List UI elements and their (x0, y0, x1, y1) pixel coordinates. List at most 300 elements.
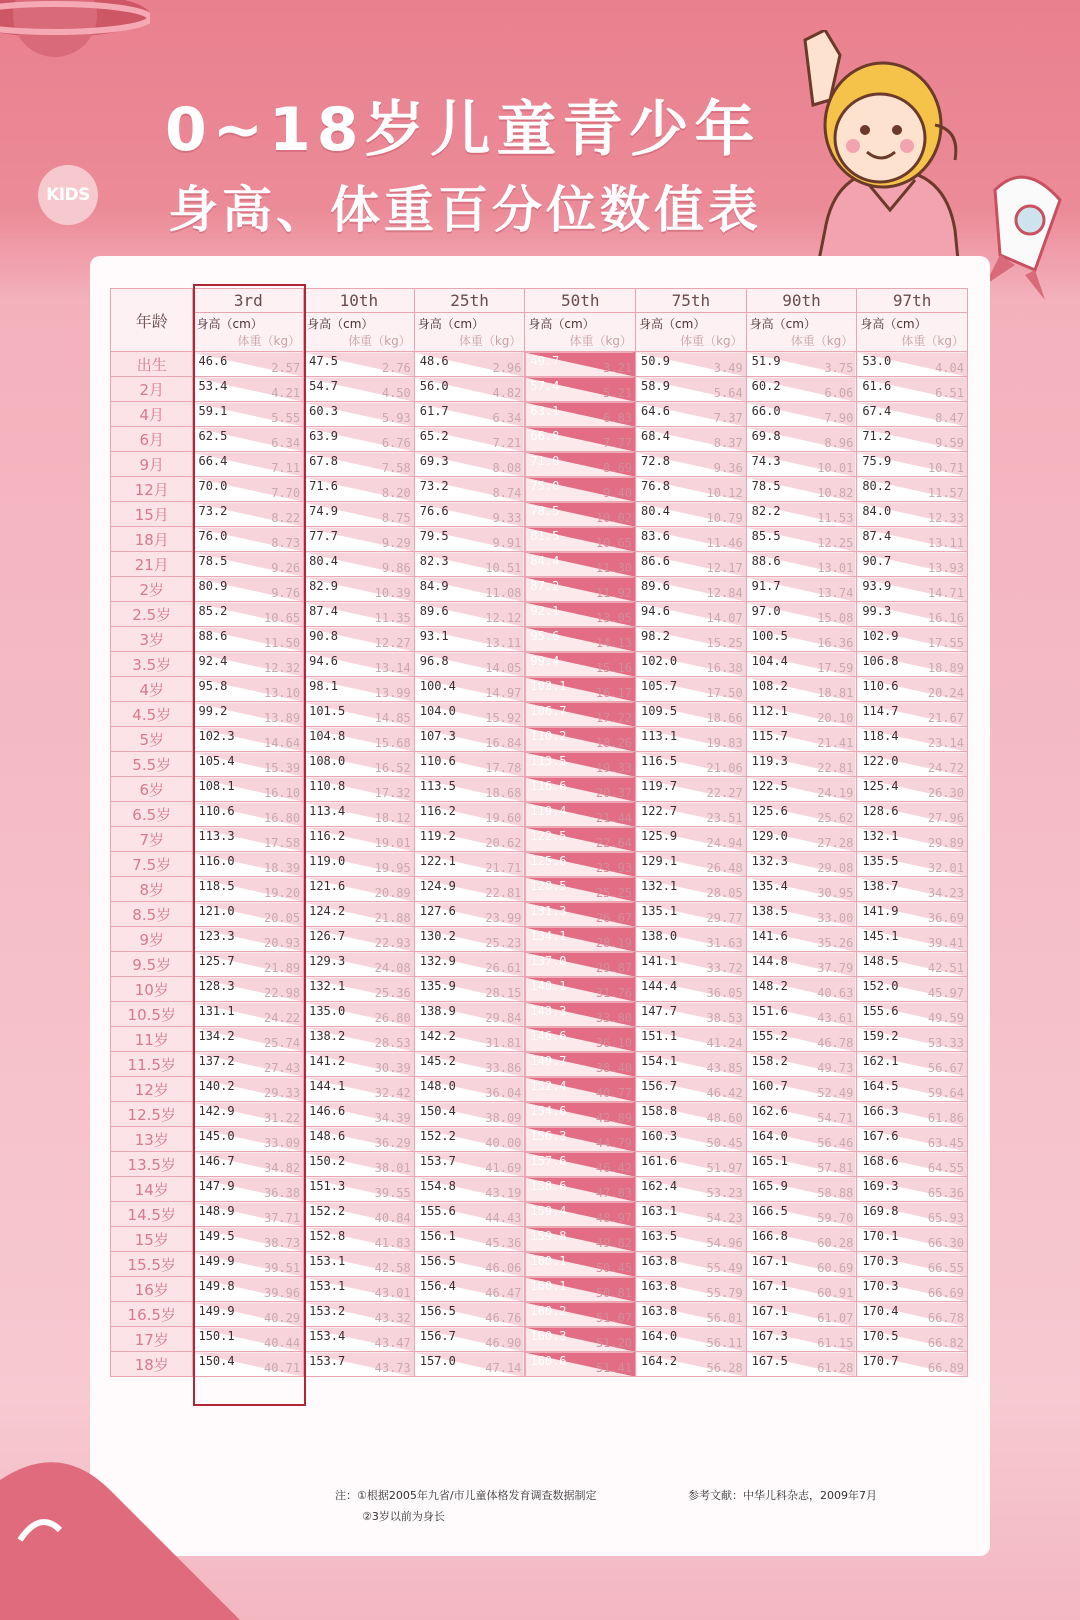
value-cell (414, 777, 525, 802)
weight-value: 13.05 (595, 611, 633, 625)
age-cell: 12岁 (111, 1077, 193, 1102)
height-value: 141.2 (309, 1054, 346, 1068)
value-cell (525, 1002, 636, 1027)
height-value: 97.0 (751, 604, 781, 618)
value-cell (746, 777, 857, 802)
value-cell (414, 1202, 525, 1227)
weight-value: 10.79 (706, 511, 743, 525)
percentile-header: 25th (414, 289, 525, 313)
height-value: 150.4 (198, 1354, 235, 1368)
weight-value: 9.36 (713, 461, 743, 475)
value-cell (414, 702, 525, 727)
weight-value: 28.53 (374, 1036, 411, 1050)
height-value: 88.6 (751, 554, 781, 568)
value-cell (636, 577, 747, 602)
age-cell: 18岁 (111, 1352, 193, 1377)
height-value: 119.0 (309, 854, 346, 868)
height-value: 156.4 (419, 1279, 456, 1293)
value-cell (414, 652, 525, 677)
weight-value: 66.82 (927, 1336, 964, 1350)
height-value: 118.4 (862, 729, 899, 743)
weight-value: 49.82 (595, 1236, 633, 1250)
weight-value: 8.37 (713, 436, 743, 450)
value-cell (857, 702, 968, 727)
value-cell (636, 352, 747, 377)
height-value: 170.3 (862, 1254, 899, 1268)
value-cell (304, 527, 415, 552)
weight-value: 41.24 (706, 1036, 743, 1050)
height-value: 145.1 (862, 929, 899, 943)
weight-value: 24.19 (817, 786, 854, 800)
age-cell: 9岁 (111, 927, 193, 952)
age-cell: 2月 (111, 377, 193, 402)
value-cell (525, 377, 636, 402)
weight-value: 11.08 (485, 586, 522, 600)
weight-unit-label: 体重（kg） (348, 334, 411, 348)
weight-value: 9.33 (492, 511, 522, 525)
weight-value: 13.10 (263, 686, 301, 700)
weight-value: 54.71 (817, 1111, 854, 1125)
height-value: 75.9 (862, 454, 892, 468)
weight-value: 14.71 (927, 586, 964, 600)
height-value: 122.1 (419, 854, 456, 868)
weight-value: 59.70 (817, 1211, 854, 1225)
value-cell (304, 427, 415, 452)
weight-value: 36.04 (485, 1086, 522, 1100)
height-value: 99.2 (198, 704, 228, 718)
height-value: 125.6 (530, 854, 567, 868)
value-cell (525, 602, 636, 627)
value-cell (857, 802, 968, 827)
weight-value: 22.64 (595, 836, 633, 850)
height-value: 160.1 (530, 1254, 567, 1268)
weight-value: 63.45 (927, 1136, 964, 1150)
weight-value: 17.55 (927, 636, 964, 650)
height-value: 75.0 (530, 479, 560, 493)
height-value: 105.4 (198, 754, 235, 768)
height-value: 119.7 (641, 779, 678, 793)
weight-value: 60.69 (817, 1261, 854, 1275)
height-value: 77.7 (309, 529, 339, 543)
weight-value: 13.01 (817, 561, 854, 575)
weight-value: 15.39 (263, 761, 301, 775)
weight-value: 21.41 (817, 736, 854, 750)
weight-value: 13.11 (927, 536, 964, 550)
height-value: 160.2 (530, 1304, 567, 1318)
height-value: 98.1 (309, 679, 339, 693)
height-value: 153.1 (309, 1254, 346, 1268)
height-value: 76.0 (198, 529, 228, 543)
value-cell (304, 1152, 415, 1177)
value-cell (746, 827, 857, 852)
value-cell (857, 977, 968, 1002)
weight-value: 12.17 (706, 561, 743, 575)
weight-value: 15.68 (374, 736, 411, 750)
weight-value: 54.23 (706, 1211, 743, 1225)
value-cell (414, 627, 525, 652)
height-value: 156.5 (419, 1304, 456, 1318)
height-value: 156.7 (419, 1329, 456, 1343)
value-cell (525, 1327, 636, 1352)
height-value: 128.5 (530, 879, 567, 893)
height-value: 132.1 (862, 829, 899, 843)
weight-value: 12.27 (374, 636, 411, 650)
height-value: 151.1 (641, 1029, 678, 1043)
weight-value: 9.59 (935, 436, 964, 450)
height-value: 148.6 (309, 1129, 346, 1143)
height-value: 144.1 (309, 1079, 346, 1093)
weight-value: 15.25 (706, 636, 743, 650)
weight-value: 13.93 (927, 561, 964, 575)
weight-value: 52.49 (817, 1086, 854, 1100)
value-cell (304, 1327, 415, 1352)
height-value: 165.1 (751, 1154, 788, 1168)
value-cell (525, 402, 636, 427)
weight-value: 30.95 (817, 886, 854, 900)
weight-value: 14.64 (263, 736, 301, 750)
value-cell (525, 427, 636, 452)
weight-value: 21.44 (595, 811, 633, 825)
value-cell (636, 427, 747, 452)
weight-value: 28.15 (485, 986, 522, 1000)
height-value: 84.4 (530, 554, 560, 568)
weight-value: 3.21 (603, 361, 633, 375)
value-cell (746, 502, 857, 527)
weight-value: 8.75 (381, 511, 411, 525)
value-cell (857, 1252, 968, 1277)
value-cell (636, 1277, 747, 1302)
height-value: 151.3 (309, 1179, 346, 1193)
value-cell (857, 352, 968, 377)
value-cell (525, 1127, 636, 1152)
weight-value: 4.04 (935, 361, 964, 375)
value-cell (525, 1077, 636, 1102)
weight-value: 13.14 (374, 661, 411, 675)
weight-value: 5.21 (603, 386, 633, 400)
value-cell (414, 1327, 525, 1352)
value-cell (525, 1352, 636, 1377)
value-cell (636, 952, 747, 977)
value-cell (857, 552, 968, 577)
value-cell (414, 1077, 525, 1102)
value-cell (304, 1202, 415, 1227)
weight-value: 17.59 (817, 661, 854, 675)
weight-value: 43.85 (706, 1061, 743, 1075)
height-value: 80.4 (309, 554, 339, 568)
height-value: 160.1 (530, 1279, 567, 1293)
height-value: 135.4 (751, 879, 788, 893)
weight-value: 50.81 (595, 1286, 633, 1300)
height-value: 78.5 (751, 479, 781, 493)
value-cell (636, 702, 747, 727)
value-cell (414, 377, 525, 402)
height-value: 57.4 (530, 379, 560, 393)
age-cell: 8.5岁 (111, 902, 193, 927)
height-value: 69.3 (419, 454, 449, 468)
weight-value: 46.06 (485, 1261, 522, 1275)
weight-value: 46.78 (817, 1036, 854, 1050)
value-cell (857, 727, 968, 752)
value-cell (414, 1177, 525, 1202)
weight-unit-label: 体重（kg） (790, 334, 854, 348)
weight-value: 10.01 (817, 461, 854, 475)
weight-value: 11.53 (817, 511, 854, 525)
age-cell: 18月 (111, 527, 193, 552)
value-cell (746, 1302, 857, 1327)
value-cell (636, 777, 747, 802)
height-value: 159.4 (530, 1204, 567, 1218)
value-cell (636, 1302, 747, 1327)
weight-value: 22.93 (374, 936, 411, 950)
weight-value: 41.83 (374, 1236, 411, 1250)
height-value: 170.7 (862, 1354, 899, 1368)
height-value: 162.1 (862, 1054, 899, 1068)
weight-value: 30.39 (374, 1061, 411, 1075)
value-cell (304, 902, 415, 927)
value-cell (304, 1127, 415, 1152)
weight-value: 24.72 (927, 761, 964, 775)
weight-value: 44.79 (595, 1136, 633, 1150)
percentile-header: 75th (636, 289, 747, 313)
value-cell (746, 577, 857, 602)
weight-value: 39.55 (374, 1186, 411, 1200)
weight-value: 12.84 (706, 586, 743, 600)
weight-value: 18.68 (485, 786, 522, 800)
weight-value: 55.49 (706, 1261, 743, 1275)
height-value: 137.2 (198, 1054, 235, 1068)
height-value: 129.0 (751, 829, 788, 843)
height-value: 128.6 (862, 804, 899, 818)
value-cell (636, 1352, 747, 1377)
value-cell (304, 727, 415, 752)
weight-value: 16.36 (817, 636, 854, 650)
value-cell (304, 877, 415, 902)
value-cell (857, 377, 968, 402)
height-value: 71.6 (309, 479, 339, 493)
height-value: 102.3 (198, 729, 235, 743)
height-value: 113.1 (641, 729, 678, 743)
height-value: 88.6 (198, 629, 228, 643)
weight-unit-label: 体重（kg） (901, 334, 964, 348)
height-unit-label: 身高（cm） (528, 317, 595, 331)
value-cell (636, 752, 747, 777)
height-value: 79.5 (419, 529, 449, 543)
weight-value: 5.93 (381, 411, 411, 425)
weight-value: 20.05 (263, 911, 301, 925)
value-cell (304, 452, 415, 477)
height-value: 160.6 (530, 1354, 567, 1368)
height-value: 119.2 (419, 829, 456, 843)
value-cell (746, 727, 857, 752)
value-cell (857, 877, 968, 902)
value-cell (304, 1352, 415, 1377)
weight-value: 19.20 (263, 886, 301, 900)
weight-value: 2.57 (271, 361, 301, 375)
weight-value: 14.13 (595, 636, 633, 650)
weight-value: 48.97 (595, 1211, 633, 1225)
value-cell (304, 1052, 415, 1077)
age-cell: 4岁 (111, 677, 193, 702)
weight-value: 34.82 (263, 1161, 301, 1175)
weight-value: 22.81 (485, 886, 522, 900)
weight-value: 6.76 (381, 436, 411, 450)
value-cell (746, 1002, 857, 1027)
weight-value: 7.90 (824, 411, 854, 425)
value-cell (857, 1202, 968, 1227)
height-value: 170.1 (862, 1229, 899, 1243)
value-cell (304, 677, 415, 702)
value-cell (636, 377, 747, 402)
value-cell (525, 1302, 636, 1327)
height-value: 170.5 (862, 1329, 899, 1343)
value-cell (636, 552, 747, 577)
height-value: 74.9 (309, 504, 339, 518)
weight-value: 58.88 (817, 1186, 854, 1200)
weight-value: 34.23 (927, 886, 964, 900)
height-value: 76.8 (641, 479, 670, 493)
percentile-header: 50th (525, 289, 636, 313)
weight-value: 64.55 (927, 1161, 964, 1175)
rocket-decoration (975, 160, 1075, 320)
height-value: 102.0 (641, 654, 678, 668)
weight-value: 27.28 (817, 836, 854, 850)
value-cell (636, 1127, 747, 1152)
value-cell (746, 927, 857, 952)
weight-value: 46.42 (595, 1161, 633, 1175)
height-value: 124.2 (309, 904, 346, 918)
height-value: 144.4 (641, 979, 678, 993)
height-value: 138.7 (862, 879, 899, 893)
height-value: 163.5 (641, 1229, 678, 1243)
height-value: 49.7 (530, 354, 560, 368)
weight-value: 14.97 (485, 686, 522, 700)
value-cell (414, 1127, 525, 1152)
height-value: 148.9 (198, 1204, 235, 1218)
value-cell (857, 952, 968, 977)
value-cell (746, 702, 857, 727)
value-cell (414, 977, 525, 1002)
weight-value: 33.09 (263, 1136, 301, 1150)
weight-value: 51.20 (595, 1336, 633, 1350)
height-value: 145.2 (419, 1054, 456, 1068)
3rd-column-outline (193, 284, 306, 1406)
height-value: 123.3 (198, 929, 235, 943)
weight-value: 41.69 (485, 1161, 522, 1175)
weight-value: 53.23 (706, 1186, 743, 1200)
weight-value: 21.88 (374, 911, 411, 925)
height-unit-label: 身高（cm） (749, 317, 816, 331)
height-value: 81.5 (530, 529, 560, 543)
height-value: 95.6 (530, 629, 560, 643)
weight-value: 9.29 (381, 536, 411, 550)
weight-value: 50.45 (595, 1261, 633, 1275)
age-cell: 14岁 (111, 1177, 193, 1202)
weight-value: 49.73 (817, 1061, 854, 1075)
weight-value: 26.61 (485, 961, 522, 975)
height-value: 53.0 (862, 354, 892, 368)
value-cell (746, 977, 857, 1002)
value-cell (636, 1252, 747, 1277)
value-cell (525, 777, 636, 802)
weight-value: 2.96 (492, 361, 522, 375)
planet-decoration (0, 0, 150, 80)
weight-value: 8.69 (603, 461, 633, 475)
height-value: 82.2 (751, 504, 781, 518)
value-cell (636, 502, 747, 527)
height-value: 131.3 (530, 904, 567, 918)
height-value: 80.4 (641, 504, 670, 518)
weight-value: 15.08 (817, 611, 854, 625)
height-value: 166.5 (751, 1204, 788, 1218)
value-cell (636, 877, 747, 902)
height-value: 160.7 (751, 1079, 788, 1093)
value-cell (304, 352, 415, 377)
height-value: 132.3 (751, 854, 788, 868)
weight-value: 53.33 (927, 1036, 964, 1050)
height-value: 70.0 (198, 479, 228, 493)
weight-value: 47.14 (485, 1361, 522, 1375)
weight-value: 8.20 (381, 486, 411, 500)
weight-value: 25.23 (485, 936, 522, 950)
weight-value: 13.11 (485, 636, 522, 650)
height-value: 156.7 (641, 1079, 678, 1093)
weight-value: 19.83 (706, 736, 743, 750)
height-value: 54.7 (309, 379, 339, 393)
height-value: 98.2 (641, 629, 670, 643)
age-cell: 15.5岁 (111, 1252, 193, 1277)
value-cell (304, 802, 415, 827)
value-cell (304, 402, 415, 427)
height-value: 113.3 (198, 829, 235, 843)
height-value: 152.2 (309, 1204, 346, 1218)
value-cell (746, 752, 857, 777)
value-cell (304, 1227, 415, 1252)
value-cell (857, 602, 968, 627)
weight-value: 56.67 (927, 1061, 964, 1075)
height-value: 63.1 (530, 404, 560, 418)
weight-value: 7.58 (381, 461, 411, 475)
value-cell (414, 1052, 525, 1077)
value-cell (525, 877, 636, 902)
height-value: 76.6 (419, 504, 449, 518)
age-cell: 12.5岁 (111, 1102, 193, 1127)
weight-value: 23.99 (485, 911, 522, 925)
height-value: 146.7 (198, 1154, 235, 1168)
age-cell: 15月 (111, 502, 193, 527)
height-value: 163.8 (641, 1254, 678, 1268)
height-value: 159.8 (530, 1229, 567, 1243)
height-value: 167.1 (751, 1254, 788, 1268)
weight-value: 49.59 (927, 1011, 964, 1025)
weight-value: 34.39 (374, 1111, 411, 1125)
height-value: 47.5 (309, 354, 339, 368)
height-value: 119.4 (530, 804, 567, 818)
weight-value: 29.87 (595, 961, 633, 975)
weight-value: 17.78 (485, 761, 522, 775)
value-cell (414, 352, 525, 377)
value-cell (857, 427, 968, 452)
weight-value: 65.36 (927, 1186, 964, 1200)
value-cell (414, 952, 525, 977)
weight-value: 17.32 (374, 786, 411, 800)
height-value: 167.1 (751, 1304, 788, 1318)
value-cell (525, 702, 636, 727)
height-value: 122.5 (751, 779, 788, 793)
height-value: 71.2 (862, 429, 892, 443)
weight-value: 56.11 (706, 1336, 743, 1350)
height-value: 66.0 (751, 404, 781, 418)
weight-value: 13.89 (263, 711, 301, 725)
